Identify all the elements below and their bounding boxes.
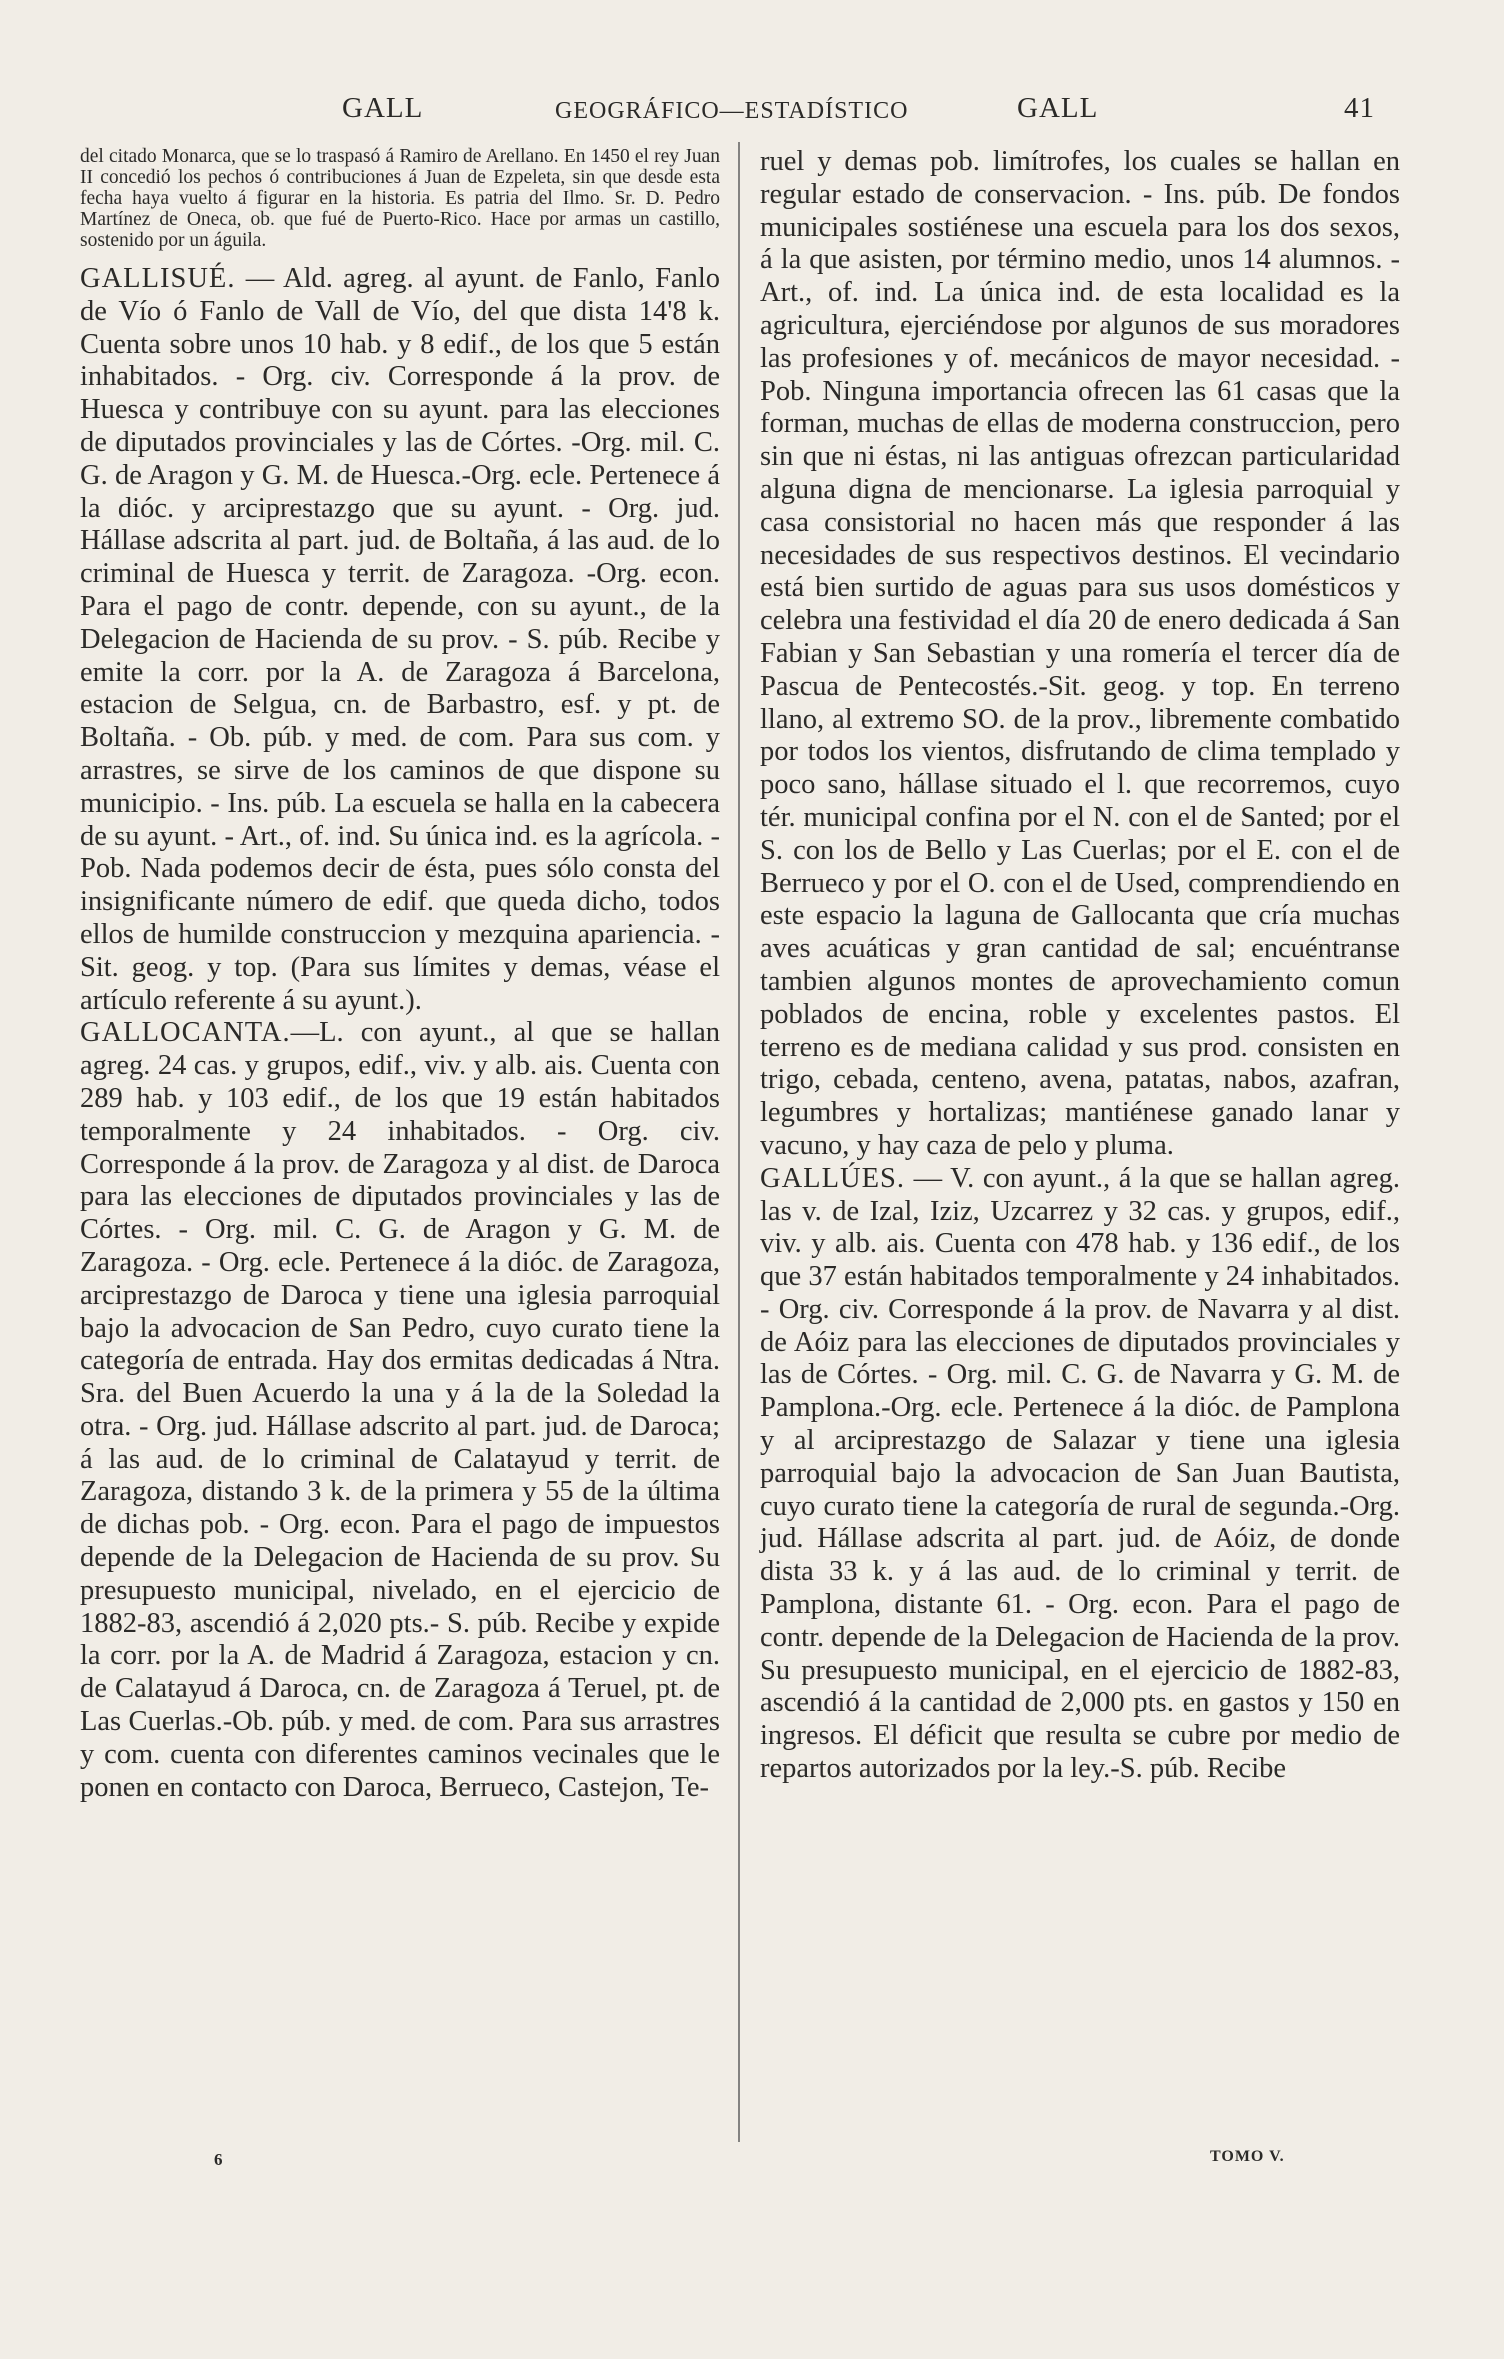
entry-body: —L. con ayunt., al que se hallan agreg. 24 cas. y grupos, edif., viv. y alb. ais. Cuenta con 289 hab. y 103 edif., de los que 19 están habitados temporalmente y 24 inhabitados. - Org. civ. Corresponde á la prov. de Zaragoza y al dist. de Daroca para las elecciones de diputados provinciales y las de Córtes. - Org. mil. C. G. de Aragon y G. M. de Zaragoza. - Org. ecle. Pertenece á la dióc. de Zaragoza, arciprestazgo de Daroca y tiene una iglesia parroquial bajo la advocacion de San Pedro, cuyo curato tiene la categoría de entrada. Hay dos ermitas dedicadas á Ntra. Sra. del Buen Acuerdo la una y á la de la Soledad la otra. - Org. jud. Hállase adscrito al part. jud. de Daroca; á las aud. de lo criminal de Calatayud y territ. de Zaragoza, distando 3 k. de la primera y 55 de la última de dichas pob. - Org. econ. Para el pago de impuestos depende de la Delegacion de Hacienda de su prov. Su presupuesto municipal, nivelado, en el ejercicio de 1882-83, ascendió á 2,020 pts.- S. púb. Recibe y expide la corr. por la A. de Madrid á Zaragoza, estacion y cn. de Calatayud á Daroca, cn. de Zaragoza á Teruel, pt. de Las Cuerlas.-Ob. púb. y med. de com. Para sus arrastres y com. cuenta con diferentes caminos vecinales que le ponen en contacto con Daroca, Berrueco, Castejon, Te- [80,1017,720,1803]
left-column [80,146,720,1804]
entry-body: — Ald. agreg. al ayunt. de Fanlo, Fanlo de Vío ó Fanlo de Vall de Vío, del que dista 14'8 k. Cuenta sobre unos 10 hab. y 8 edif., de los que 5 están inhabitados. - Org. civ. Corresponde á la prov. de Huesca y contribuye con su ayunt. para las elecciones de diputados provinciales y las de Córtes. -Org. mil. C. G. de Aragon y G. M. de Huesca.-Org. ecle. Pertenece á la dióc. y arciprestazgo que su ayunt. - Org. jud. Hállase adscrita al part. jud. de Boltaña, á las aud. de lo criminal de Huesca y territ. de Zaragoza. -Org. econ. Para el pago de contr. depende, con su ayunt., de la Delegacion de Hacienda de su prov. - S. púb. Recibe y emite la corr. por la A. de Zaragoza á Barcelona, estacion de Selgua, cn. de Barbastro, esf. y pt. de Boltaña. - Ob. púb. y med. de com. Para sus com. y arrastres, se sirve de los caminos de que dispone su municipio. - Ins. púb. La escuela se halla en la cabecera de su ayunt. - Art., of. ind. Su única ind. es la agrícola. - Pob. Nada podemos decir de ésta, pues sólo consta del insignificante número de edif. que queda dicho, todos ellos de humilde construccion y mezquina apariencia. - Sit. geog. y top. (Para sus límites y demas, véase el artículo referente á su ayunt.). [80,263,720,1016]
entry-gallisue [80,263,720,1017]
entry-body: — V. con ayunt., á la que se hallan agreg. las v. de Izal, Iziz, Uzcarrez y 32 cas. y grupos, edif., viv. y alb. ais. Cuenta con 478 hab. y 136 edif., de los que 37 están habitados temporalmente y 24 inhabitados. - Org. civ. Corresponde á la prov. de Navarra y al dist. de Aóiz para las elecciones de diputados provinciales y las de Córtes. - Org. mil. C. G. de Navarra y G. M. de Pamplona.-Org. ecle. Pertenece á la dióc. de Pamplona y al arciprestazgo de Salazar y tiene una iglesia parroquial bajo la advocacion de San Juan Bautista, cuyo curato tiene la categoría de rural de segunda.-Org. jud. Hállase adscrita al part. jud. de Aóiz, de donde dista 33 k. y á las aud. de lo criminal y territ. de Pamplona, distante 61. - Org. econ. Para el pago de contr. depende de la Delegacion de Hacienda de la prov. Su presupuesto municipal, en el ejercicio de 1882-83, ascendió á la cantidad de 2,000 pts. en gastos y 150 en ingresos. El déficit que resulta se cubre por medio de repartos autorizados por la ley.-S. púb. Recibe [760,1162,1400,1785]
page-number: 41 [1344,92,1375,124]
volume-label: TOMO V. [1210,2148,1285,2165]
entry-headword: GALLÚES. [760,1162,905,1194]
running-head-right: GALL [1017,92,1099,124]
previous-entry-tail: del citado Monarca, que se lo traspasó á Ramiro de Arellano. En 1450 el rey Juan II concedió los pechos ó contribuciones á Juan de Ezpeleta, sin que desde esta fecha haya vuelto á figurar en la historia. Es patria del Ilmo. Sr. D. Pedro Martínez de Oneca, ob. que fué de Puerto-Rico. Hace por armas un castillo, sostenido por un águila. [80,146,720,251]
entry-gallues [760,1163,1400,1786]
entry-headword: GALLOCANTA. [80,1017,291,1049]
entry-gallocanta [80,1017,720,1804]
entry-gallocanta-continued: ruel y demas pob. limítrofes, los cuales se hallan en regular estado de conservacion. - Ins. púb. De fondos municipales sostiénese una escuela para los dos sexos, á la que asisten, por término medio, unos 14 alumnos. -Art., of. ind. La única ind. de esta localidad es la agricultura, ejerciéndose por algunos de sus moradores las profesiones y of. mecánicos de mayor necesidad. - Pob. Ninguna importancia ofrecen las 61 casas que la forman, muchas de ellas de moderna construccion, pero sin que ni éstas, ni las antiguas ofrezcan particularidad alguna digna de mencionarse. La iglesia parroquial y casa consistorial no hacen más que responder á las necesidades de sus respectivos destinos. El vecindario está bien surtido de aguas para sus usos domésticos y celebra una festividad el día 20 de enero dedicada á San Fabian y San Sebastian y una romería el tercer día de Pascua de Pentecostés.-Sit. geog. y top. En terreno llano, al extremo SO. de la prov., libremente combatido por todos los vientos, disfrutando de clima templado y poco sano, hállase situado el l. que recorremos, cuyo tér. municipal confina por el N. con el de Santed; por el S. con los de Bello y Las Cuerlas; por el E. con el de Berrueco y por el O. con el de Used, comprendiendo en este espacio la laguna de Gallocanta que cría muchas aves acuáticas y gran cantidad de sal; encuéntranse tambien algunos montes de aprovechamiento comun poblados de encina, roble y excelentes pastos. El terreno es de mediana calidad y sus prod. consisten en trigo, cebada, centeno, avena, patatas, nabos, azafran, legumbres y hortalizas; mantiénese ganado lanar y vacuno, y hay caza de pelo y pluma. [760,146,1400,1161]
right-column [760,146,1400,1786]
column-divider [738,142,740,2142]
running-head-left: GALL [342,92,424,124]
running-head-center: GEOGRÁFICO—ESTADÍSTICO [555,98,909,124]
entry-headword: GALLISUÉ. [80,263,236,294]
signature-mark: 6 [214,2150,223,2169]
